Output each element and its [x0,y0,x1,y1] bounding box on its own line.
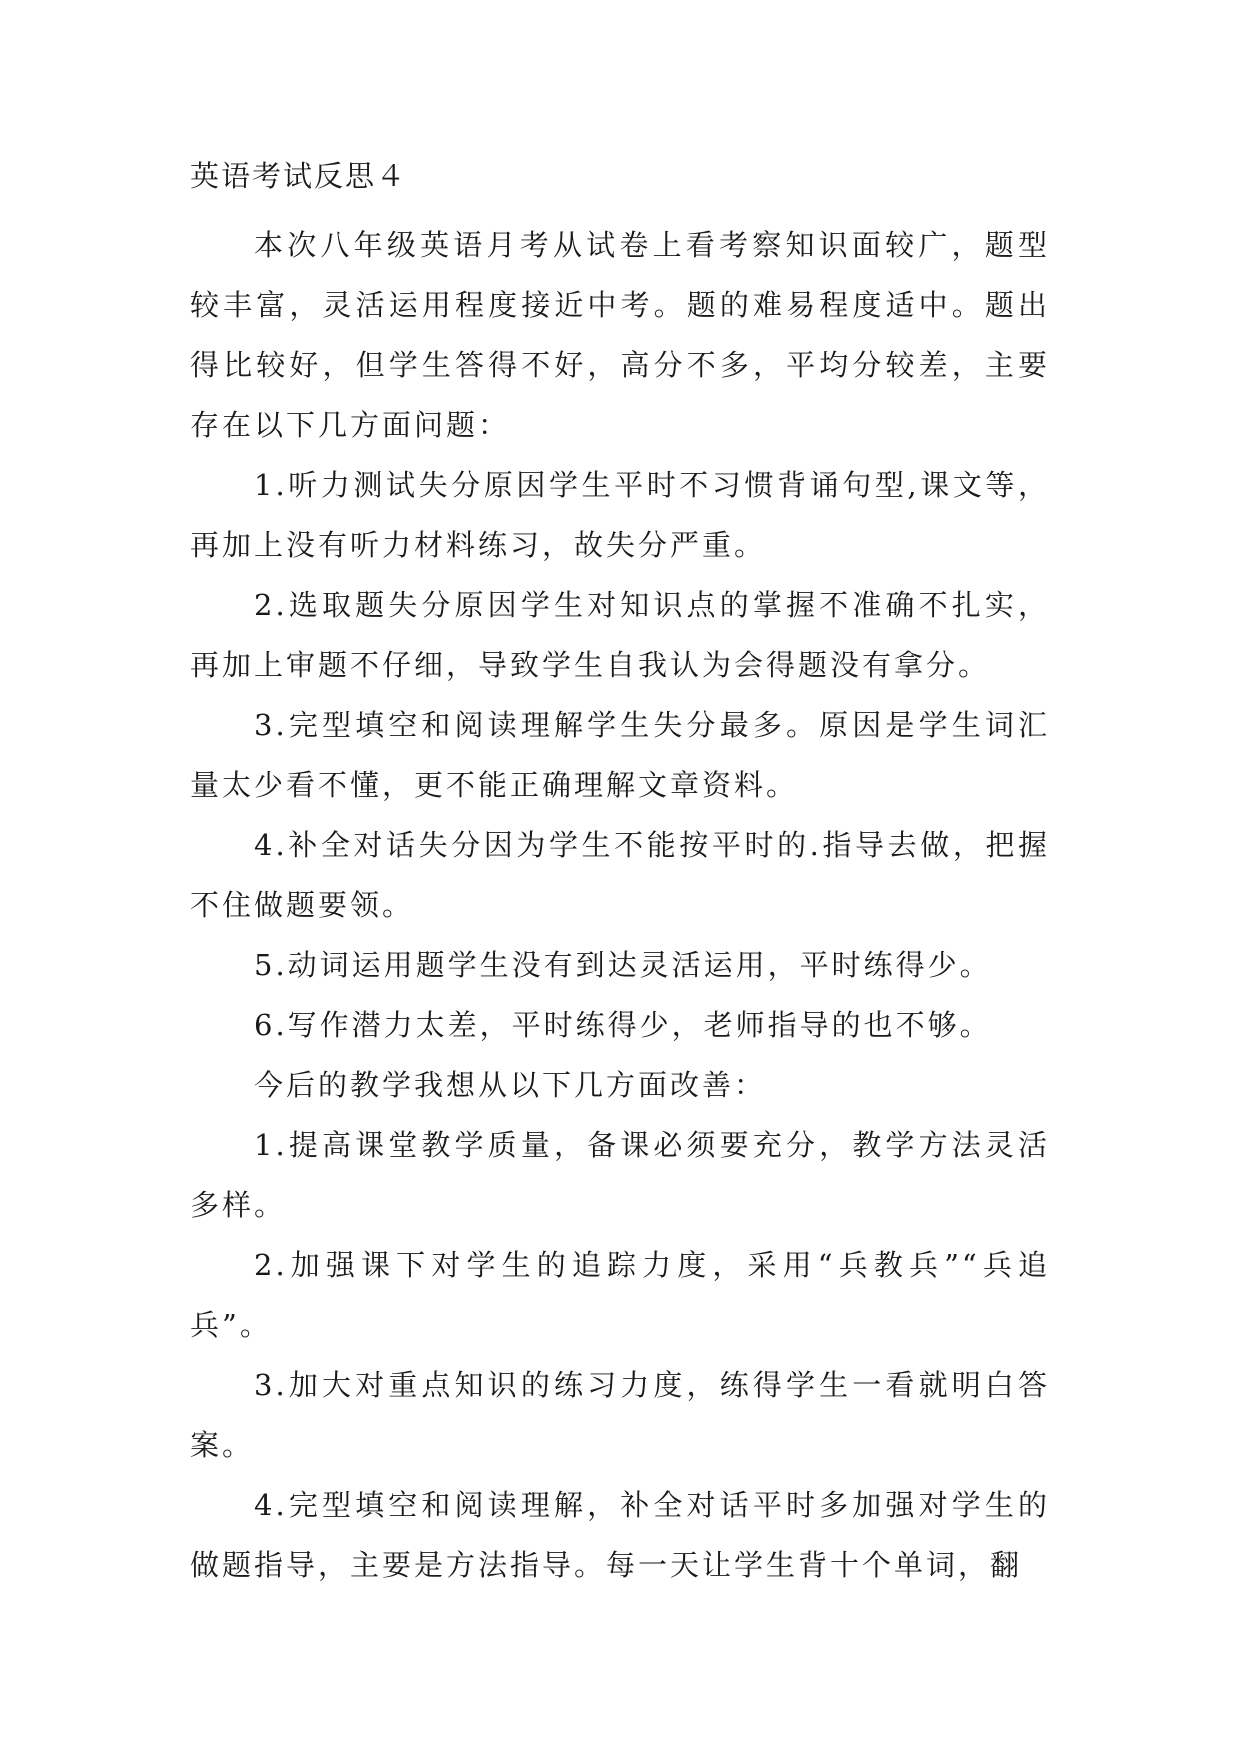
document-page [190,158,1050,1595]
paragraph-problem-6: 6.写作潜力太差，平时练得少，老师指导的也不够。 [254,1008,992,1042]
paragraph-problem-3: 3.完型填空和阅读理解学生失分最多。原因是学生词汇量太少看不懂，更不能正确理解文章资料。 [190,708,1050,802]
paragraph-improvement-intro: 今后的教学我想从以下几方面改善： [254,1068,767,1102]
document-title: 英语考试反思４ [190,159,408,193]
paragraph-improvement-1: 1.提高课堂教学质量，备课必须要充分，教学方法灵活多样。 [190,1128,1050,1222]
paragraph-improvement-4: 4.完型填空和阅读理解，补全对话平时多加强对学生的做题指导，主要是方法指导。每一天让学生背十个单词，翻 [190,1488,1050,1582]
paragraph-problem-4: 4.补全对话失分因为学生不能按平时的.指导去做，把握不住做题要领。 [190,828,1050,922]
paragraph-improvement-2: 2.加强课下对学生的追踪力度，采用“兵教兵”“兵追兵”。 [190,1248,1050,1342]
paragraph-problem-5: 5.动词运用题学生没有到达灵活运用，平时练得少。 [254,948,992,982]
paragraph-problem-2: 2.选取题失分原因学生对知识点的掌握不准确不扎实，再加上审题不仔细，导致学生自我认为会得题没有拿分。 [190,588,1050,682]
paragraph-intro: 本次八年级英语月考从试卷上看考察知识面较广，题型较丰富，灵活运用程度接近中考。题的难易程度适中。题出得比较好，但学生答得不好，高分不多，平均分较差，主要存在以下几方面问题： [190,228,1050,442]
paragraph-problem-1: 1.听力测试失分原因学生平时不习惯背诵句型,课文等，再加上没有听力材料练习，故失分严重。 [190,468,1050,562]
paragraph-improvement-3: 3.加大对重点知识的练习力度，练得学生一看就明白答案。 [190,1368,1050,1462]
